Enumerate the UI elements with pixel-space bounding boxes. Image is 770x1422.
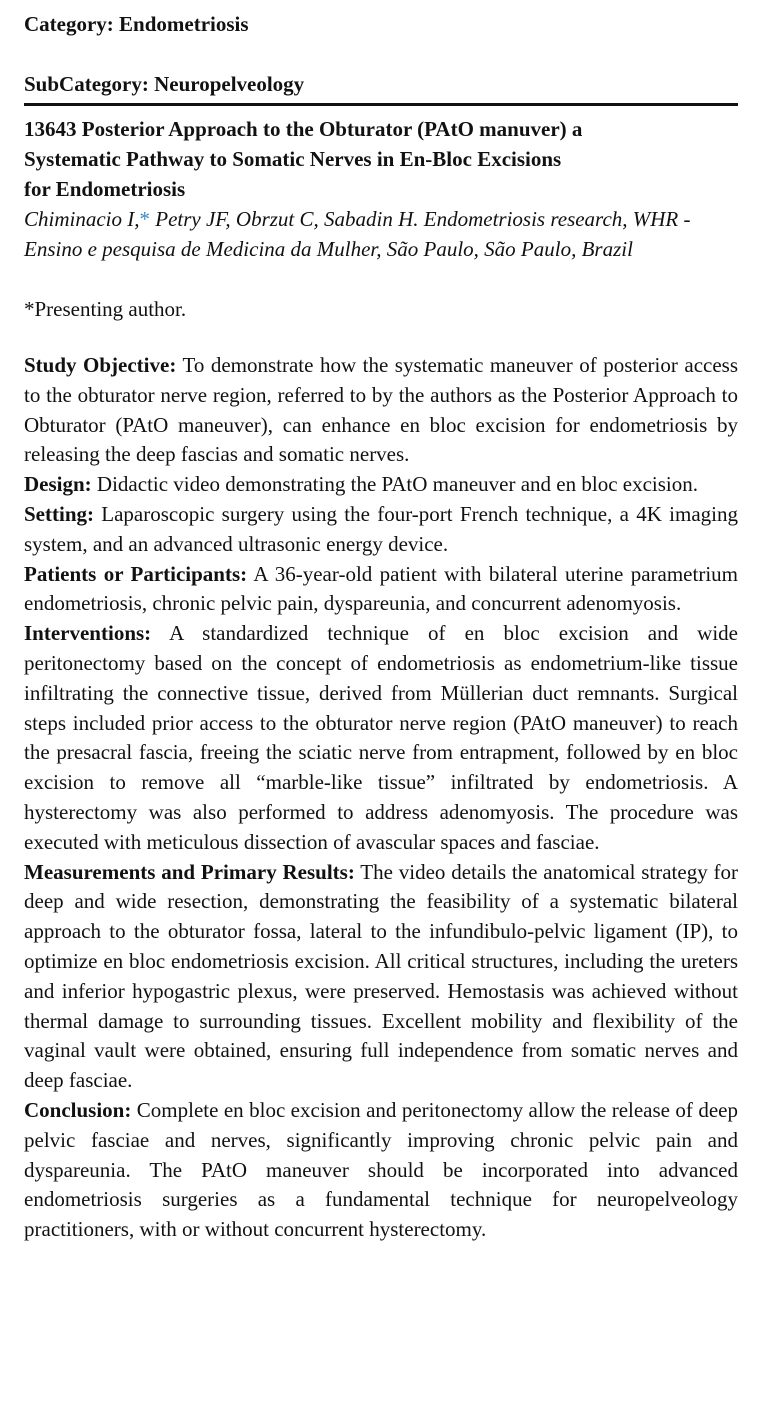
section-label: Measurements and Primary Results: [24,859,355,884]
section-design [24,470,738,500]
section-text: The video details the anatomical strategy for deep and wide resection, demonstrating the feasibility of a systematic bilateral approach to the obturator fossa, lateral to the infundibulo-pelvic ligament (IP), to optimize en bloc endometriosis excision. All critical structures, including the ureters and inferior hypogastric plexus, were preserved. Hemostasis was achieved without thermal damage to surrounding tissues. Excellent mobility and flexibility of the vaginal vault were obtained, ensuring full independence from somatic nerves and deep fasciae. [24,859,739,1093]
coauthors-affiliation: Petry JF, Obrzut C, Sabadin H. Endometriosis research, WHR - Ensino e pesquisa de Medicina da Mulher, São Paulo, São Paulo, Brazil [24,207,691,261]
presenting-author-marker[interactable]: * [139,207,150,231]
abstract-title: 13643 Posterior Approach to the Obturator (PAtO manuver) a Systematic Pathway to Somatic Nerves in En-Bloc Excisions for Endometriosis [24,117,583,201]
abstract-body [24,351,738,1245]
section-interventions [24,619,738,857]
section-conclusion [24,1096,738,1245]
section-text: Complete en bloc excision and peritonectomy allow the release of deep pelvic fasciae and nerves, significantly improving chronic pelvic pain and dyspareunia. The PAtO maneuver should be incorporated into advanced endometriosis surgeries as a fundamental technique for neuropelveology practitioners, with or without concurrent hysterectomy. [24,1097,738,1242]
section-label: Interventions: [24,621,152,646]
section-text: Didactic video demonstrating the PAtO maneuver and en bloc excision. [91,472,698,497]
first-author: Chiminacio I, [24,207,140,231]
section-text: A standardized technique of en bloc excision and wide peritonectomy based on the concept of endometriosis as endometrium-like tissue infiltrating the connective tissue, derived from Müllerian duct remnants. Surgical steps included prior access to the obturator nerve region (PAtO maneuver) to reach the presacral fascia, freeing the sciatic nerve from entrapment, followed by en bloc excision to remove all “marble-like tissue” infiltrated by endometriosis. A hysterectomy was also performed to address adenomyosis. The procedure was executed with meticulous dissection of avascular spaces and fasciae. [24,621,738,854]
presenting-author-note: *Presenting author. [24,297,187,321]
section-label: Patients or Participants: [24,561,248,586]
author-affiliation [24,204,738,264]
section-results [24,858,738,1096]
section-setting [24,500,738,560]
section-label: Design: [24,472,92,497]
section-study-objective [24,351,738,470]
section-text: To demonstrate how the systematic maneuver of posterior access to the obturator nerve region, referred to by the authors as the Posterior Approach to Obturator (PAtO maneuver), can enhance en bloc excision for endometriosis by releasing the deep fascias and somatic nerves. [24,353,738,467]
subcategory-heading: SubCategory: Neuropelveology [24,72,305,96]
section-label: Study Objective: [24,353,177,377]
section-divider [24,103,738,106]
section-patients [24,560,738,620]
category-heading: Category: Endometriosis [24,12,249,36]
section-text: A 36-year-old patient with bilateral uterine parametrium endometriosis, chronic pelvic pain, dyspareunia, and concurrent adenomyosis. [24,561,738,616]
section-text: Laparoscopic surgery using the four-port French technique, a 4K imaging system, and an advanced ultrasonic energy device. [24,501,738,556]
section-label: Conclusion: [24,1097,132,1122]
section-label: Setting: [24,501,94,526]
